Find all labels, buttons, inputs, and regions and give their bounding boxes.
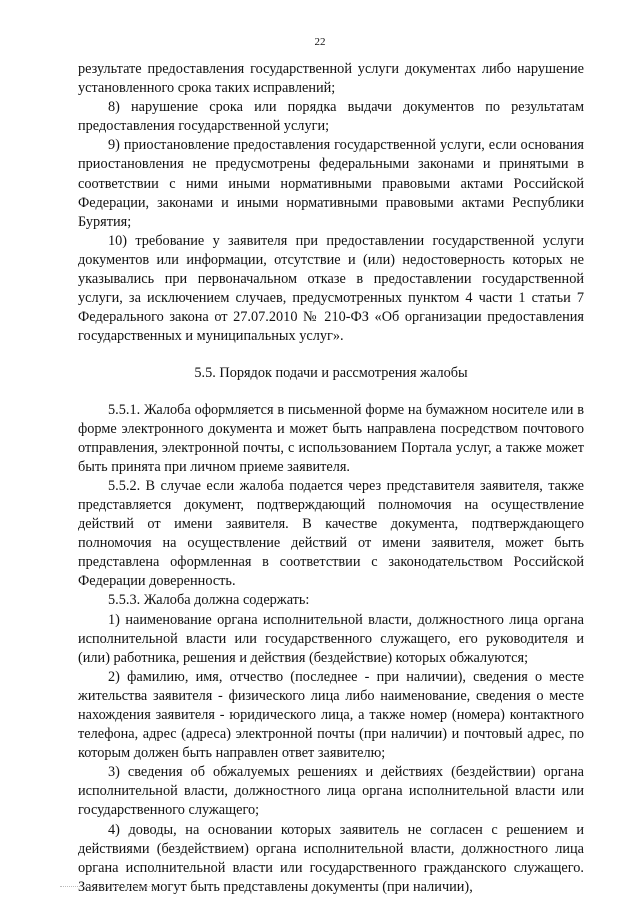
complaint-item-3: 3) сведения об обжалуемых решениях и действиях (бездействии) органа исполнительной власти, должностного лица органа исполнительной власти или государственного служащего; bbox=[78, 764, 584, 819]
clause-5-5-1: 5.5.1. Жалоба оформляется в письменной форме на бумажном носителе или в форме электронного документа и может быть направлена посредством почтового отправления, электронной почты, с использованием Портала услуг, а также может быть принята при личном приеме заявителя. bbox=[78, 401, 584, 475]
section-heading: 5.5. Порядок подачи и рассмотрения жалобы bbox=[194, 365, 468, 382]
list-item-10: 10) требование у заявителя при предоставлении государственной услуги документов или информации, отсутствие и (или) недостоверность которых не указывались при первоначальном отказе в предоставлении государственной услуги, за исключением случаев, предусмотренных пунктом 4 части 1 статьи 7 Федерального закона от 27.07.2010 № 210-ФЗ «Об организации предоставления государственных и муниципальных услуг». bbox=[78, 232, 584, 345]
clause-5-5-2: 5.5.2. В случае если жалоба подается через представителя заявителя, также представляется документ, подтверждающий полномочия на осуществление действий от имени заявителя. В качестве документа, подтверждающего полномочия на осуществление действий от имени заявителя, может быть представлена оформленная в соответствии с законодательством Российской Федерации доверенность. bbox=[78, 477, 584, 590]
complaint-item-1: 1) наименование органа исполнительной власти, должностного лица органа исполнительной власти или государственного служащего, его руководителя и (или) работника, решения и действия (бездействие) которых обжалуются; bbox=[78, 611, 584, 666]
complaint-item-2: 2) фамилию, имя, отчество (последнее - при наличии), сведения о месте жительства заявителя - физического лица либо наименование, сведения о месте нахождения заявителя - юридического лица, а также номер (номера) контактного телефона, адрес (адреса) электронной почты (при наличии) и почтовый адрес, по которым должен быть направлен ответ заявителю; bbox=[78, 668, 584, 762]
clause-5-5-3: 5.5.3. Жалоба должна содержать: bbox=[108, 592, 310, 609]
footer-divider bbox=[60, 886, 160, 887]
list-item-9: 9) приостановление предоставления государственной услуги, если основания приостановления не предусмотрены федеральными законами и принятыми в соответствии с ними иными нормативными правовыми актами Российской Федерации, законами и иными нормативными правовыми актами Республики Бурятия; bbox=[78, 137, 584, 230]
document-body bbox=[78, 60, 584, 897]
complaint-item-4: 4) доводы, на основании которых заявитель не согласен с решением и действиями (бездействием) органа исполнительной власти, должностного лица органа исполнительной власти или государственного гражданского служащего. Заявителем могут быть представлены документы (при наличии), bbox=[78, 821, 584, 895]
page-number: 22 bbox=[314, 36, 326, 48]
paragraph-continuation: результате предоставления государственной услуги документах либо нарушение установленного срока таких исправлений; bbox=[78, 61, 584, 97]
list-item-8: 8) нарушение срока или порядка выдачи документов по результатам предоставления государственной услуги; bbox=[78, 99, 584, 135]
